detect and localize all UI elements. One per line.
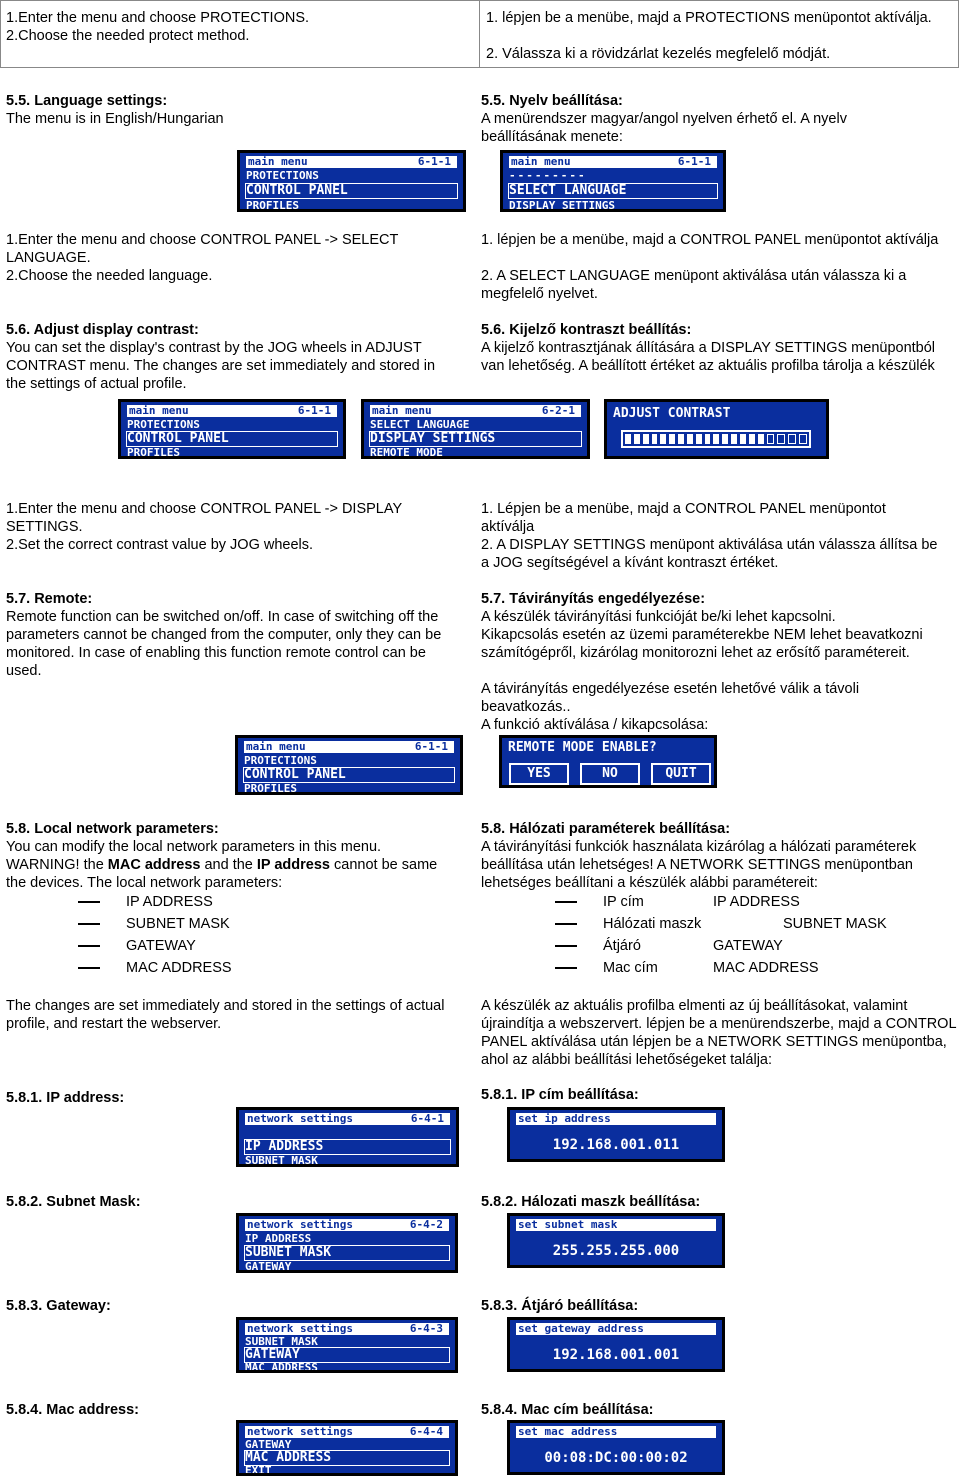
list-item: GATEWAY [78, 937, 232, 959]
contrast-segment [777, 434, 785, 444]
s56-en-step1: 1.Enter the menu and choose CONTROL PANEL -> DISPLAY SETTINGS. [6, 501, 402, 535]
lcd-index: 6-1-1 [297, 404, 331, 417]
s57-hu-body4: A funkció aktíválása / kikapcsolása: [481, 717, 709, 733]
lcd-item-protections: PROTECTIONS [244, 754, 317, 767]
lcd-title: network settings [247, 1425, 353, 1438]
contrast-segment [740, 434, 746, 444]
s56-hu-body: A kijelző kontrasztjának állítására a DISPLAY SETTINGS menüpontból van lehetőség. A beállított értéket az aktuális profilba tárolja a készülék [481, 340, 936, 374]
s55-hu-title: 5.5. Nyelv beállítása: [481, 93, 623, 109]
s58-en-title: 5.8. Local network parameters: [6, 821, 219, 837]
lcd-main-menu-control-panel-3 [235, 735, 463, 795]
lcd-adjust-contrast [604, 399, 829, 459]
lcd-mask-value: 255.255.255.000 [552, 1243, 680, 1259]
lcd-title: main menu [372, 404, 432, 417]
lcd-item-dashes: --------- [509, 169, 587, 182]
lcd-item-gateway: GATEWAY [245, 1438, 292, 1451]
lcd-index: 6-1-1 [417, 155, 451, 168]
mac-hu-heading: 5.8.4. Mac cím beállítása: [481, 1402, 654, 1418]
gw-hu-heading: 5.8.3. Átjáró beállítása: [481, 1298, 639, 1314]
lcd-item-select-language: SELECT LANGUAGE [509, 184, 717, 198]
s58-hu-title: 5.8. Hálózati paraméterek beállítása: [481, 821, 731, 837]
lcd-item-protections: PROTECTIONS [246, 169, 319, 182]
contrast-segment [643, 434, 649, 444]
s58-en-warning: WARNING! the MAC address and the IP address cannot be same the devices. The local network parameters: [6, 857, 438, 891]
lcd-item-profiles: PROFILES [246, 199, 299, 212]
lcd-gw-value: 192.168.001.001 [552, 1347, 680, 1363]
lcd-item-profiles: PROFILES [127, 446, 180, 459]
lcd-item-select-language: SELECT LANGUAGE [370, 418, 470, 431]
mask-hu-heading: 5.8.2. Hálozati maszk beállítása: [481, 1194, 701, 1210]
list-item: MAC ADDRESS [78, 959, 232, 981]
lcd-remote-enable-title: REMOTE MODE ENABLE? [508, 740, 657, 755]
lcd-title: main menu [246, 740, 306, 753]
lcd-set-mac [507, 1420, 725, 1475]
s55-en-body: The menu is in English/Hungarian [6, 111, 224, 127]
lcd-item-display-settings: DISPLAY SETTINGS [509, 199, 615, 212]
contrast-bar [621, 430, 811, 448]
gw-en-heading: 5.8.3. Gateway: [6, 1298, 111, 1314]
lcd-title: main menu [129, 404, 189, 417]
lcd-select-language [500, 150, 726, 212]
s55-hu-body: A menürendszer magyar/angol nyelven érhető el. A nyelv beállításának menete: [481, 111, 847, 145]
lcd-no-button: NO [580, 763, 640, 785]
lcd-item-subnet-mask: SUBNET MASK [245, 1246, 449, 1260]
lcd-mac-value: 00:08:DC:00:00:02 [544, 1450, 688, 1466]
s57-hu-body3: A távirányítás engedélyezése esetén lehetővé válik a távoli beavatkozás.. [481, 681, 860, 715]
lcd-set-gateway-title: set gateway address [516, 1323, 716, 1335]
lcd-title: main menu [511, 155, 571, 168]
contrast-segment [669, 434, 675, 444]
s58-en-list [78, 893, 232, 981]
contrast-segment [722, 434, 728, 444]
lcd-set-mac-title: set mac address [516, 1426, 716, 1438]
s57-hu-body1: A készülék távirányítási funkcióját be/ki lehet kapcsolni. [481, 609, 836, 625]
list-item: Mac cím MAC ADDRESS [555, 959, 887, 981]
header-en-2: 2.Choose the needed protect method. [6, 28, 250, 44]
s55-hu-step1: 1. lépjen be a menübe, majd a CONTROL PANEL menüpontot aktíválja [481, 232, 939, 248]
lcd-item-ip-address: IP ADDRESS [245, 1140, 450, 1154]
lcd-network-gateway [236, 1317, 458, 1373]
contrast-segment [767, 434, 775, 444]
lcd-index: 6-4-2 [409, 1218, 443, 1231]
contrast-segment [788, 434, 796, 444]
lcd-item-gateway: GATEWAY [245, 1260, 292, 1273]
contrast-segment [731, 434, 737, 444]
s56-hu-title: 5.6. Kijelző kontraszt beállítás: [481, 322, 692, 338]
s58-en-body1: You can modify the local network parameters in this menu. [6, 839, 382, 855]
lcd-set-gateway [507, 1317, 725, 1372]
s55-en-step1: 1.Enter the menu and choose CONTROL PANEL -> SELECT LANGUAGE. [6, 232, 399, 266]
s58-hu-after: A készülék az aktuális profilba elmenti az új beállításokat, valamint újraindítja a webszervert. lépjen be a menürendszerbe, majd a CONTROL PANEL aktíválása után lépjen be a NETWORK SETTINGS menüpontba, ahol az alábbi beállítási lehetőségeket találja: [481, 998, 956, 1068]
lcd-yes-button: YES [509, 763, 569, 785]
lcd-set-ip [507, 1107, 725, 1162]
lcd-set-ip-title: set ip address [516, 1113, 716, 1125]
mac-en-heading: 5.8.4. Mac address: [6, 1402, 139, 1418]
s57-hu-title: 5.7. Távirányítás engedélyezése: [481, 591, 706, 607]
s56-hu-step1: 1. Lépjen be a menübe, majd a CONTROL PANEL menüpontot aktíválja [481, 501, 886, 535]
lcd-title: network settings [247, 1218, 353, 1231]
lcd-network-mask [236, 1213, 458, 1273]
lcd-item-display-settings: DISPLAY SETTINGS [370, 432, 581, 446]
s55-hu-step2: 2. A SELECT LANGUAGE menüpont aktiválása után válassza ki a megfelelő nyelvet. [481, 268, 907, 302]
lcd-main-menu-control-panel-2 [118, 399, 346, 459]
list-item: IP ADDRESS [78, 893, 232, 915]
lcd-item-profiles: PROFILES [244, 782, 297, 795]
contrast-segment [705, 434, 711, 444]
lcd-main-menu-control-panel [237, 150, 466, 212]
s56-en-body: You can set the display's contrast by the JOG wheels in ADJUST CONTRAST menu. The changes are set immediately and stored in the settings of actual profile. [6, 340, 436, 392]
lcd-title: network settings [247, 1112, 353, 1125]
list-item: SUBNET MASK [78, 915, 232, 937]
contrast-segment [758, 434, 764, 444]
contrast-segment [799, 434, 807, 444]
lcd-item-gateway: GATEWAY [245, 1348, 449, 1362]
lcd-item-control-panel: CONTROL PANEL [127, 432, 337, 446]
lcd-item-subnet-mask: SUBNET MASK [245, 1335, 318, 1348]
lcd-network-mac [236, 1420, 458, 1476]
contrast-segment [634, 434, 640, 444]
s55-en-step2: 2.Choose the needed language. [6, 268, 213, 284]
lcd-index: 6-1-1 [414, 740, 448, 753]
lcd-index: 6-4-3 [409, 1322, 443, 1335]
contrast-segment [749, 434, 755, 444]
mask-en-heading: 5.8.2. Subnet Mask: [6, 1194, 141, 1210]
lcd-item-remote-mode: REMOTE MODE [370, 446, 443, 459]
contrast-segment [713, 434, 719, 444]
lcd-item-exit: EXIT [245, 1464, 272, 1476]
lcd-item-mac-address: MAC ADDRESS [245, 1451, 449, 1465]
lcd-index: 6-2-1 [541, 404, 575, 417]
s56-hu-step2: 2. A DISPLAY SETTINGS menüpont aktiválása után válassza állítsa be a JOG segítségével a kívánt kontraszt értéket. [481, 537, 938, 571]
s57-hu-body2: Kikapcsolás esetén az üzemi paraméterekbe NEM lehet beavatkozni számítógépről, kizárólag monitorozni lehet az erősítő paramétereit. [481, 627, 923, 661]
s58-hu-list [555, 893, 887, 981]
ip-hu-heading: 5.8.1. IP cím beállítása: [481, 1087, 639, 1103]
contrast-segment [625, 434, 631, 444]
contrast-segment [652, 434, 658, 444]
header-en-1: 1.Enter the menu and choose PROTECTIONS. [6, 10, 310, 26]
lcd-ip-value: 192.168.001.011 [552, 1137, 680, 1153]
s56-en-step2: 2.Set the correct contrast value by JOG wheels. [6, 537, 314, 553]
contrast-segment [696, 434, 702, 444]
contrast-segment [687, 434, 693, 444]
lcd-remote-mode-enable [499, 735, 717, 788]
lcd-set-mask-title: set subnet mask [516, 1219, 716, 1231]
header-divider [479, 0, 480, 68]
lcd-item-protections: PROTECTIONS [127, 418, 200, 431]
lcd-network-ip [236, 1107, 459, 1167]
lcd-item-control-panel: CONTROL PANEL [244, 768, 454, 782]
lcd-set-mask [507, 1213, 725, 1268]
header-hu-2: 2. Válassza ki a rövidzárlat kezelés megfelelő módját. [486, 46, 831, 62]
lcd-item-mac-address: MAC ADDRESS [245, 1361, 318, 1373]
lcd-quit-button: QUIT [651, 763, 711, 785]
s55-en-title: 5.5. Language settings: [6, 93, 168, 109]
lcd-index: 6-1-1 [677, 155, 711, 168]
s57-en-body: Remote function can be switched on/off. In case of switching off the parameters cannot be changed from the computer, only they can be monitored. In case of enabling this function remote control can be used. [6, 609, 442, 679]
list-item: Hálózati maszk SUBNET MASK [555, 915, 887, 937]
header-hu-1: 1. lépjen be a menübe, majd a PROTECTIONS menüpontot aktíválja. [486, 10, 932, 26]
lcd-title: network settings [247, 1322, 353, 1335]
list-item: IP cím IP ADDRESS [555, 893, 887, 915]
s57-en-title: 5.7. Remote: [6, 591, 93, 607]
s58-en-after: The changes are set immediately and stored in the settings of actual profile, and restart the webserver. [6, 998, 445, 1032]
lcd-item-control-panel: CONTROL PANEL [246, 184, 457, 198]
lcd-adjust-contrast-title: ADJUST CONTRAST [613, 406, 731, 421]
ip-en-heading: 5.8.1. IP address: [6, 1090, 125, 1106]
contrast-segment [678, 434, 684, 444]
lcd-index: 6-4-1 [410, 1112, 444, 1125]
lcd-item-subnet-mask: SUBNET MASK [245, 1154, 318, 1167]
lcd-index: 6-4-4 [409, 1425, 443, 1438]
lcd-item-ip-address: IP ADDRESS [245, 1232, 312, 1245]
lcd-display-settings-menu [361, 399, 590, 459]
list-item: Átjáró GATEWAY [555, 937, 887, 959]
s58-hu-body: A távirányítási funkciók használata kizárólag a hálózati paraméterek beállítása után lehetséges! A NETWORK SETTINGS menüpontban lehetséges beállítani a készülék alábbi paramétereit: [481, 839, 917, 891]
contrast-segment [660, 434, 666, 444]
s56-en-title: 5.6. Adjust display contrast: [6, 322, 199, 338]
lcd-title: main menu [248, 155, 308, 168]
